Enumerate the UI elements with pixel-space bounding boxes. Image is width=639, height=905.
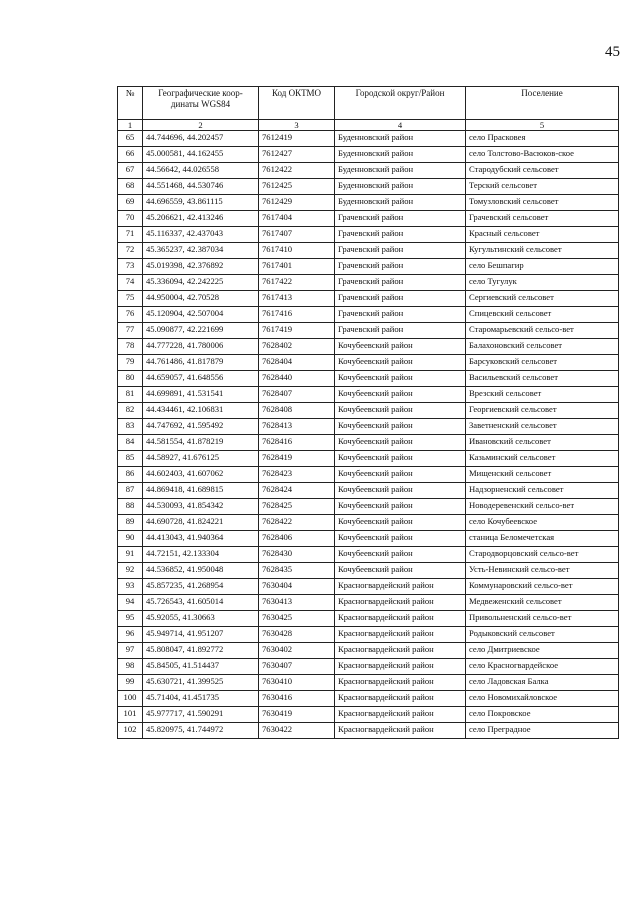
coordinates-cell: 44.747692, 41.595492 <box>143 419 259 435</box>
oktmo-cell: 7630422 <box>259 723 335 739</box>
column-number: 1 <box>118 120 143 131</box>
row-number: 82 <box>118 403 143 419</box>
table-row <box>118 211 619 227</box>
settlement-cell: Казьминский сельсовет <box>466 451 619 467</box>
oktmo-cell: 7628404 <box>259 355 335 371</box>
row-number: 84 <box>118 435 143 451</box>
district-cell: Кочубеевский район <box>335 515 466 531</box>
coordinates-cell: 45.206621, 42.413246 <box>143 211 259 227</box>
table-row <box>118 531 619 547</box>
district-cell: Буденновский район <box>335 195 466 211</box>
district-cell: Грачевский район <box>335 211 466 227</box>
oktmo-cell: 7630419 <box>259 707 335 723</box>
oktmo-cell: 7617404 <box>259 211 335 227</box>
coordinates-cell: 45.090877, 42.221699 <box>143 323 259 339</box>
district-cell: Кочубеевский район <box>335 531 466 547</box>
oktmo-cell: 7617407 <box>259 227 335 243</box>
coordinates-cell: 44.744696, 44.202457 <box>143 131 259 147</box>
row-number: 80 <box>118 371 143 387</box>
district-cell: Кочубеевский район <box>335 451 466 467</box>
settlement-cell: село Кочубеевское <box>466 515 619 531</box>
table-body <box>118 131 619 739</box>
coordinates-cell: 44.602403, 41.607062 <box>143 467 259 483</box>
district-cell: Красногвардейский район <box>335 659 466 675</box>
table-row <box>118 451 619 467</box>
coordinates-cell: 44.413043, 41.940364 <box>143 531 259 547</box>
district-cell: Грачевский район <box>335 243 466 259</box>
table-row <box>118 595 619 611</box>
district-cell: Красногвардейский район <box>335 627 466 643</box>
table-row <box>118 387 619 403</box>
row-number: 69 <box>118 195 143 211</box>
settlement-cell: Мищенский сельсовет <box>466 467 619 483</box>
district-cell: Кочубеевский район <box>335 371 466 387</box>
table-row <box>118 643 619 659</box>
district-cell: Кочубеевский район <box>335 547 466 563</box>
oktmo-cell: 7628440 <box>259 371 335 387</box>
table-row <box>118 499 619 515</box>
coordinates-cell: 44.551468, 44.530746 <box>143 179 259 195</box>
coordinates-cell: 45.336094, 42.242225 <box>143 275 259 291</box>
oktmo-cell: 7617422 <box>259 275 335 291</box>
table-row <box>118 131 619 147</box>
table-row <box>118 323 619 339</box>
row-number: 86 <box>118 467 143 483</box>
row-number: 87 <box>118 483 143 499</box>
coordinates-cell: 45.820975, 41.744972 <box>143 723 259 739</box>
row-number: 100 <box>118 691 143 707</box>
row-number: 73 <box>118 259 143 275</box>
oktmo-cell: 7617410 <box>259 243 335 259</box>
coordinates-cell: 45.365237, 42.387034 <box>143 243 259 259</box>
coordinates-cell: 45.949714, 41.951207 <box>143 627 259 643</box>
settlement-cell: село Красногвардейское <box>466 659 619 675</box>
settlement-cell: село Покровское <box>466 707 619 723</box>
district-cell: Кочубеевский район <box>335 387 466 403</box>
table-row <box>118 259 619 275</box>
table-row <box>118 147 619 163</box>
settlement-cell: Кугультинский сельсовет <box>466 243 619 259</box>
district-cell: Красногвардейский район <box>335 691 466 707</box>
coordinates-cell: 44.777228, 41.780006 <box>143 339 259 355</box>
coordinates-cell: 45.116337, 42.437043 <box>143 227 259 243</box>
district-cell: Кочубеевский район <box>335 467 466 483</box>
district-cell: Буденновский район <box>335 163 466 179</box>
oktmo-cell: 7628423 <box>259 467 335 483</box>
oktmo-cell: 7628402 <box>259 339 335 355</box>
settlement-cell: село Толстово-Васюков-ское <box>466 147 619 163</box>
row-number: 74 <box>118 275 143 291</box>
table-row <box>118 403 619 419</box>
district-cell: Грачевский район <box>335 275 466 291</box>
settlement-cell: Барсуковский сельсовет <box>466 355 619 371</box>
oktmo-cell: 7628419 <box>259 451 335 467</box>
table-row <box>118 611 619 627</box>
district-cell: Красногвардейский район <box>335 611 466 627</box>
settlement-cell: Привольненский сельсо-вет <box>466 611 619 627</box>
table-row <box>118 339 619 355</box>
settlement-cell: село Бешпагир <box>466 259 619 275</box>
coordinates-cell: 44.659057, 41.648556 <box>143 371 259 387</box>
table-row <box>118 419 619 435</box>
row-number: 94 <box>118 595 143 611</box>
table-row <box>118 579 619 595</box>
oktmo-cell: 7628407 <box>259 387 335 403</box>
coordinates-cell: 45.726543, 41.605014 <box>143 595 259 611</box>
coordinates-cell: 44.536852, 41.950048 <box>143 563 259 579</box>
settlement-cell: Георгиевский сельсовет <box>466 403 619 419</box>
settlement-cell: село Преградное <box>466 723 619 739</box>
coordinates-cell: 44.869418, 41.689815 <box>143 483 259 499</box>
oktmo-cell: 7628413 <box>259 419 335 435</box>
column-number: 4 <box>335 120 466 131</box>
settlement-cell: село Ладовская Балка <box>466 675 619 691</box>
row-number: 90 <box>118 531 143 547</box>
coordinates-cell: 44.690728, 41.824221 <box>143 515 259 531</box>
settlement-cell: Стародворцовский сельсо-вет <box>466 547 619 563</box>
coordinates-cell: 44.56642, 44.026558 <box>143 163 259 179</box>
row-number: 95 <box>118 611 143 627</box>
table-row <box>118 227 619 243</box>
district-cell: Кочубеевский район <box>335 339 466 355</box>
row-number: 85 <box>118 451 143 467</box>
coordinates-cell: 45.120904, 42.507004 <box>143 307 259 323</box>
oktmo-cell: 7612419 <box>259 131 335 147</box>
row-number: 79 <box>118 355 143 371</box>
row-number: 88 <box>118 499 143 515</box>
row-number: 98 <box>118 659 143 675</box>
table-row <box>118 355 619 371</box>
settlement-cell: село Дмитриевское <box>466 643 619 659</box>
settlement-cell: Грачевский сельсовет <box>466 211 619 227</box>
coordinates-cell: 45.630721, 41.399525 <box>143 675 259 691</box>
coordinates-cell: 44.696559, 43.861115 <box>143 195 259 211</box>
district-cell: Красногвардейский район <box>335 707 466 723</box>
column-number: 5 <box>466 120 619 131</box>
oktmo-cell: 7628430 <box>259 547 335 563</box>
oktmo-cell: 7612422 <box>259 163 335 179</box>
row-number: 66 <box>118 147 143 163</box>
table-row <box>118 659 619 675</box>
oktmo-cell: 7630425 <box>259 611 335 627</box>
district-cell: Кочубеевский район <box>335 563 466 579</box>
district-cell: Грачевский район <box>335 227 466 243</box>
oktmo-cell: 7628435 <box>259 563 335 579</box>
oktmo-cell: 7617419 <box>259 323 335 339</box>
district-cell: Кочубеевский район <box>335 403 466 419</box>
settlement-cell: село Тугулук <box>466 275 619 291</box>
oktmo-cell: 7630428 <box>259 627 335 643</box>
settlement-cell: Ивановский сельсовет <box>466 435 619 451</box>
coordinates-cell: 45.857235, 41.268954 <box>143 579 259 595</box>
row-number: 68 <box>118 179 143 195</box>
coordinates-cell: 44.58927, 41.676125 <box>143 451 259 467</box>
row-number: 75 <box>118 291 143 307</box>
coordinates-cell: 45.71404, 41.451735 <box>143 691 259 707</box>
header-settlement: Поселение <box>466 87 619 120</box>
settlements-table <box>117 86 619 739</box>
oktmo-cell: 7628425 <box>259 499 335 515</box>
table-row <box>118 275 619 291</box>
header-oktmo: Код ОКТМО <box>259 87 335 120</box>
page-number: 45 <box>605 44 620 60</box>
settlement-cell: Усть-Невинский сельсо-вет <box>466 563 619 579</box>
table-row <box>118 195 619 211</box>
row-number: 70 <box>118 211 143 227</box>
district-cell: Грачевский район <box>335 259 466 275</box>
column-number: 2 <box>143 120 259 131</box>
oktmo-cell: 7630416 <box>259 691 335 707</box>
row-number: 89 <box>118 515 143 531</box>
district-cell: Грачевский район <box>335 323 466 339</box>
header-number: № <box>118 87 143 120</box>
row-number: 97 <box>118 643 143 659</box>
settlement-cell: село Новомихайловское <box>466 691 619 707</box>
settlement-cell: Коммунаровский сельсо-вет <box>466 579 619 595</box>
coordinates-cell: 45.808047, 41.892772 <box>143 643 259 659</box>
table-row <box>118 435 619 451</box>
table-row <box>118 243 619 259</box>
district-cell: Кочубеевский район <box>335 435 466 451</box>
row-number: 71 <box>118 227 143 243</box>
table-row <box>118 691 619 707</box>
settlement-cell: Старомарьевский сельсо-вет <box>466 323 619 339</box>
header-row <box>118 87 619 120</box>
oktmo-cell: 7617416 <box>259 307 335 323</box>
table-row <box>118 291 619 307</box>
header-coordinates: Географические коор-динаты WGS84 <box>143 87 259 120</box>
table-row <box>118 515 619 531</box>
oktmo-cell: 7630407 <box>259 659 335 675</box>
district-cell: Красногвардейский район <box>335 723 466 739</box>
coordinates-cell: 44.72151, 42.133304 <box>143 547 259 563</box>
row-number: 81 <box>118 387 143 403</box>
row-number: 77 <box>118 323 143 339</box>
row-number: 102 <box>118 723 143 739</box>
district-cell: Грачевский район <box>335 291 466 307</box>
oktmo-cell: 7612427 <box>259 147 335 163</box>
coordinates-cell: 45.84505, 41.514437 <box>143 659 259 675</box>
oktmo-cell: 7628408 <box>259 403 335 419</box>
row-number: 92 <box>118 563 143 579</box>
coordinates-cell: 45.92055, 41.30663 <box>143 611 259 627</box>
oktmo-cell: 7617401 <box>259 259 335 275</box>
row-number: 99 <box>118 675 143 691</box>
settlement-cell: Заветненский сельсовет <box>466 419 619 435</box>
row-number: 91 <box>118 547 143 563</box>
settlement-cell: Спицевский сельсовет <box>466 307 619 323</box>
table-row <box>118 547 619 563</box>
column-number-row <box>118 120 619 131</box>
row-number: 67 <box>118 163 143 179</box>
table-row <box>118 675 619 691</box>
oktmo-cell: 7628416 <box>259 435 335 451</box>
header-district: Городской округ/Район <box>335 87 466 120</box>
settlement-cell: Томузловский сельсовет <box>466 195 619 211</box>
row-number: 65 <box>118 131 143 147</box>
settlement-cell: Балахоновский сельсовет <box>466 339 619 355</box>
table-row <box>118 627 619 643</box>
settlement-cell: Васильевский сельсовет <box>466 371 619 387</box>
district-cell: Кочубеевский район <box>335 419 466 435</box>
district-cell: Буденновский район <box>335 147 466 163</box>
coordinates-cell: 45.019398, 42.376892 <box>143 259 259 275</box>
coordinates-cell: 44.761486, 41.817879 <box>143 355 259 371</box>
district-cell: Кочубеевский район <box>335 499 466 515</box>
settlement-cell: Сергиевский сельсовет <box>466 291 619 307</box>
settlement-cell: станица Беломечетская <box>466 531 619 547</box>
coordinates-cell: 45.977717, 41.590291 <box>143 707 259 723</box>
settlement-cell: Медвеженский сельсовет <box>466 595 619 611</box>
row-number: 83 <box>118 419 143 435</box>
row-number: 101 <box>118 707 143 723</box>
row-number: 78 <box>118 339 143 355</box>
table-row <box>118 179 619 195</box>
table-row <box>118 723 619 739</box>
table-row <box>118 307 619 323</box>
table-row <box>118 563 619 579</box>
row-number: 76 <box>118 307 143 323</box>
oktmo-cell: 7628422 <box>259 515 335 531</box>
table-row <box>118 707 619 723</box>
table-row <box>118 371 619 387</box>
oktmo-cell: 7630402 <box>259 643 335 659</box>
district-cell: Красногвардейский район <box>335 579 466 595</box>
coordinates-cell: 44.581554, 41.878219 <box>143 435 259 451</box>
oktmo-cell: 7612429 <box>259 195 335 211</box>
settlement-cell: Терский сельсовет <box>466 179 619 195</box>
oktmo-cell: 7630413 <box>259 595 335 611</box>
district-cell: Кочубеевский район <box>335 483 466 499</box>
district-cell: Кочубеевский район <box>335 355 466 371</box>
oktmo-cell: 7630410 <box>259 675 335 691</box>
coordinates-cell: 44.950004, 42.70528 <box>143 291 259 307</box>
settlement-cell: Родыковский сельсовет <box>466 627 619 643</box>
oktmo-cell: 7617413 <box>259 291 335 307</box>
coordinates-cell: 44.699891, 41.531541 <box>143 387 259 403</box>
oktmo-cell: 7612425 <box>259 179 335 195</box>
district-cell: Красногвардейский район <box>335 595 466 611</box>
coordinates-cell: 44.530093, 41.854342 <box>143 499 259 515</box>
row-number: 93 <box>118 579 143 595</box>
settlement-cell: Надзорненский сельсовет <box>466 483 619 499</box>
row-number: 96 <box>118 627 143 643</box>
district-cell: Грачевский район <box>335 307 466 323</box>
settlement-cell: Стародубский сельсовет <box>466 163 619 179</box>
coordinates-cell: 44.434461, 42.106831 <box>143 403 259 419</box>
coordinates-cell: 45.000581, 44.162455 <box>143 147 259 163</box>
settlement-cell: Красный сельсовет <box>466 227 619 243</box>
row-number: 72 <box>118 243 143 259</box>
district-cell: Красногвардейский район <box>335 643 466 659</box>
oktmo-cell: 7628406 <box>259 531 335 547</box>
column-number: 3 <box>259 120 335 131</box>
settlement-cell: Врезский сельсовет <box>466 387 619 403</box>
table-row <box>118 163 619 179</box>
oktmo-cell: 7628424 <box>259 483 335 499</box>
district-cell: Буденновский район <box>335 131 466 147</box>
table-row <box>118 467 619 483</box>
table-row <box>118 483 619 499</box>
oktmo-cell: 7630404 <box>259 579 335 595</box>
district-cell: Красногвардейский район <box>335 675 466 691</box>
settlement-cell: Новодеревенский сельсо-вет <box>466 499 619 515</box>
settlement-cell: село Прасковея <box>466 131 619 147</box>
district-cell: Буденновский район <box>335 179 466 195</box>
